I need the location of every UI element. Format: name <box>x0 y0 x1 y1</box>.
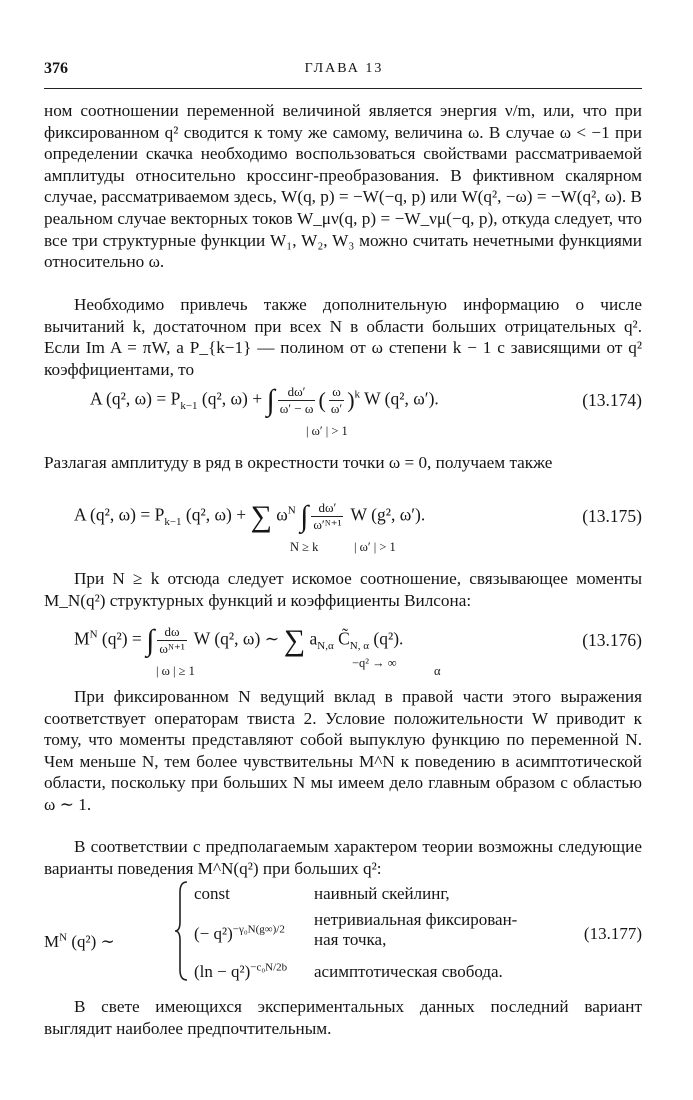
paragraph-6-text: В соответствии с предполагаемым характером теории возможны следующие варианты поведения M^N(q²) при больших q²: <box>44 837 642 878</box>
eq174-mid: (q², ω) + <box>197 388 267 409</box>
equation-13-174-body <box>90 384 439 417</box>
eq176-number: (13.176) <box>582 630 642 650</box>
page-header <box>44 60 644 82</box>
eq176-tail2-sub: N, α <box>349 640 369 653</box>
eq174-paren-fraction <box>329 384 344 417</box>
eq177-case2-expr: (− q²) <box>194 924 233 943</box>
eq177-lhs-arg: (q²) ∼ <box>67 932 115 951</box>
paragraph-7 <box>44 996 642 1039</box>
eq175-frac-num: dω′ <box>311 500 343 517</box>
eq177-case1-expr: const <box>194 884 230 903</box>
equation-13-176-body <box>74 624 403 657</box>
paragraph-3 <box>44 452 642 474</box>
eq177-lhs: M <box>44 932 60 951</box>
eq174-paren-den: ω′ <box>330 401 343 416</box>
page-number: 376 <box>44 60 68 77</box>
eq174-integral-limit: | ω′ | > 1 <box>306 424 348 438</box>
left-brace-icon <box>174 880 190 982</box>
left-paren-icon: ( <box>318 387 326 413</box>
paragraph-6 <box>44 836 642 879</box>
sum-icon: ∑ <box>250 499 272 533</box>
eq177-case2-text-2: ная точка, <box>314 930 387 949</box>
paragraph-1 <box>44 100 642 273</box>
eq175-mid: (q², ω) + <box>181 504 251 525</box>
eq174-lhs-sub: k−1 <box>180 400 198 413</box>
integral-icon: ∫ <box>300 499 309 533</box>
paragraph-1-text: ном соотношении переменной величиной является энергия ν/m, или, что при фиксированном q² сводится к тому же самому, величина ω. В случае ω < −1 при определении скачка необходимо воспользоваться свойствами рассматриваемой амплитуды относительно кроссинг-преобразования. В фиктивном скалярном случае, рассматриваемом здесь, W(q, p) = −W(−q, p) или W(q², −ω) = −W(q², ω). В реальном случае векторных токов W_μν(q, p) = −W_νμ(−q, p), откуда следует, что все три структурные функции W₁, W₂, W₃ можно считать нечетными функциями относительно ω. <box>44 101 642 272</box>
equation-13-177 <box>44 884 642 984</box>
eq175-sum-limit: N ≥ k <box>290 540 319 554</box>
eq175-tail: W (g², ω′). <box>346 504 426 525</box>
eq176-sim: ∼ <box>264 628 280 649</box>
eq177-case1-text: наивный скейлинг, <box>314 884 450 903</box>
eq177-case2-wrap <box>194 924 285 944</box>
eq176-mid: W (q², ω) <box>189 628 265 649</box>
eq174-fraction <box>278 384 316 417</box>
eq175-omega: ω <box>276 504 288 525</box>
eq174-frac-num: dω′ <box>278 384 316 401</box>
eq177-lhs-wrap <box>44 932 115 952</box>
eq174-lhs: A (q², ω) = P <box>90 388 181 409</box>
eq176-integral-limit: | ω | ≥ 1 <box>156 664 195 678</box>
eq177-lhs-sup: N <box>59 931 68 944</box>
eq177-case2-sup: −γ₀N(g∞)/2 <box>232 923 285 936</box>
paragraph-7-text: В свете имеющихся экспериментальных данных последний вариант выглядит наиболее предпочтительным. <box>44 997 642 1038</box>
eq177-case3-wrap <box>194 962 287 982</box>
paragraph-5 <box>44 686 642 816</box>
eq177-case3-sup: −c₀N/2b <box>250 961 288 974</box>
eq176-tail-sub: N,α <box>317 640 334 653</box>
eq176-fraction <box>157 624 186 657</box>
eq174-frac-den: ω′ − ω <box>279 401 314 416</box>
eq174-paren-num: ω <box>329 384 344 401</box>
eq174-number: (13.174) <box>582 390 642 410</box>
paragraph-5-text: При фиксированном N ведущий вклад в правой части этого выражения соответствует операторам твиста 2. Условие положительности W приводит к тому, что моменты представляют собой выпуклую функцию по переменной N. Чем меньше N, тем более чувствительны M^N к поведению в асимптотической области, поскольку при больших N мы имеем дело главным образом с областью ω ∼ 1. <box>44 687 642 814</box>
eq175-lhs-sub: k−1 <box>164 516 182 529</box>
eq176-frac-num: dω <box>157 624 186 641</box>
eq176-lhs-sup: N <box>89 628 98 641</box>
eq177-case2-text-1: нетривиальная фиксирован- <box>314 910 518 929</box>
eq176-tail: a <box>305 628 318 649</box>
eq175-lhs: A (q², ω) = P <box>74 504 165 525</box>
equation-13-175-body <box>74 500 425 533</box>
integral-icon: ∫ <box>266 383 275 417</box>
right-paren-icon: ) <box>347 387 355 413</box>
paragraph-4 <box>44 568 642 611</box>
eq177-case3-text: асимптотическая свобода. <box>314 962 503 981</box>
eq176-lhs-arg: (q²) = <box>97 628 147 649</box>
eq174-tail: W (q², ω′). <box>360 388 439 409</box>
eq176-tail3: (q²). <box>369 628 404 649</box>
eq176-sum-limit: α <box>434 664 441 678</box>
eq175-integral-limit: | ω′ | > 1 <box>354 540 396 554</box>
running-head: ГЛАВА 13 <box>304 61 384 76</box>
eq177-number: (13.177) <box>583 924 642 943</box>
eq175-frac-den: ω′ᴺ⁺¹ <box>313 517 342 532</box>
eq174-power: k <box>354 388 361 401</box>
header-rule <box>44 88 642 89</box>
integral-icon: ∫ <box>146 623 155 657</box>
sum-icon: ∑ <box>283 623 306 657</box>
equation-13-175 <box>44 496 642 554</box>
paragraph-2-text: Необходимо привлечь также дополнительную информацию о числе вычитаний k, достаточном при всех N в области больших отрицательных q². Если Im A = πW, а P_{k−1} — полином от ω степени k − 1 с зависящими от q² коэффициентами, то <box>44 295 642 379</box>
eq176-sim-sub: −q² → ∞ <box>352 656 397 670</box>
eq175-fraction <box>311 500 343 533</box>
eq176-frac-den: ωᴺ⁺¹ <box>159 641 185 656</box>
eq177-case3-expr: (ln − q²) <box>194 962 251 981</box>
paragraph-2 <box>44 294 642 380</box>
eq175-number: (13.175) <box>582 506 642 526</box>
paragraph-4-text: При N ≥ k отсюда следует искомое соотношение, связывающее моменты M_N(q²) структурных функций и коэффициенты Вилсона: <box>44 569 642 610</box>
eq175-omega-sup: N <box>287 504 296 517</box>
eq176-lhs: M <box>74 628 90 649</box>
eq176-tail2: C̃ <box>333 628 350 649</box>
paragraph-3-text: Разлагая амплитуду в ряд в окрестности точки ω = 0, получаем также <box>44 453 553 472</box>
equation-13-176 <box>44 620 642 678</box>
equation-13-174 <box>44 380 642 438</box>
